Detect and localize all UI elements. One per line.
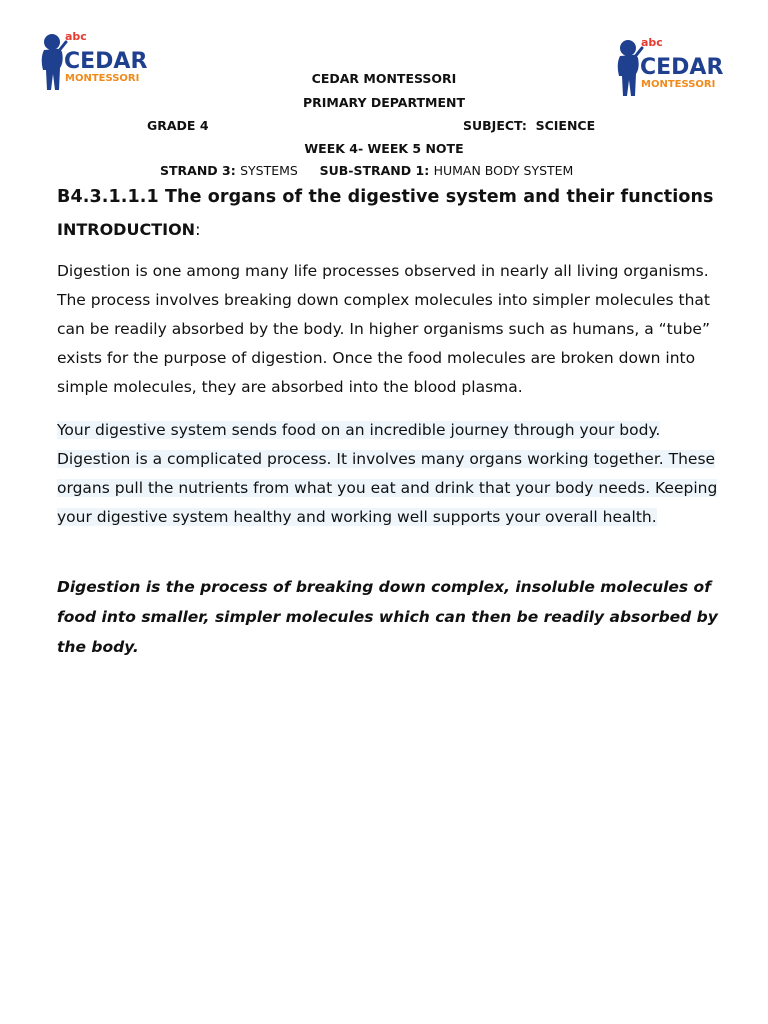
cedar-montessori-logo (38, 28, 148, 98)
subject-value: SCIENCE (535, 118, 596, 133)
grade-label: GRADE 4 (147, 118, 209, 133)
paragraph-digestive-system (57, 416, 727, 532)
week-note: WEEK 4- WEEK 5 NOTE (304, 141, 464, 156)
strand-label: STRAND 3: (160, 163, 236, 178)
school-logo-left (38, 28, 148, 98)
strand-line (160, 163, 573, 178)
introduction-colon: : (195, 220, 201, 239)
introduction-heading (57, 220, 200, 239)
svg-text:abc: abc (65, 30, 87, 43)
introduction-label: INTRODUCTION (57, 220, 196, 239)
strand-value: SYSTEMS (240, 163, 298, 178)
svg-text:abc: abc (641, 36, 663, 49)
svg-text:CEDAR: CEDAR (64, 49, 148, 74)
school-logo-right (614, 34, 724, 104)
svg-text:MONTESSORI: MONTESSORI (641, 79, 716, 90)
department-name: PRIMARY DEPARTMENT (302, 95, 466, 110)
svg-text:MONTESSORI: MONTESSORI (65, 73, 140, 84)
school-name: CEDAR MONTESSORI (311, 71, 457, 86)
svg-text:CEDAR: CEDAR (640, 55, 724, 80)
highlighted-text: Your digestive system sends food on an incredible journey through your body. Digestion is a complicated process. It involves many organs working together. These organs pull the nutrients from what you eat and drink that your body needs. Keeping your digestive system healthy and working well supports your overall health. (57, 421, 718, 526)
lesson-title: B4.3.1.1.1 The organs of the digestive system and their functions (57, 187, 714, 207)
paragraph-introduction: Digestion is one among many life processes observed in nearly all living organisms. The process involves breaking down complex molecules into simpler molecules that can be readily absorbed by the body. In higher organisms such as humans, a “tube” exists for the purpose of digestion. Once the food molecules are broken down into simple molecules, they are absorbed into the blood plasma. (57, 262, 710, 396)
subject-label: SUBJECT: (463, 118, 527, 133)
substrand-value: HUMAN BODY SYSTEM (433, 163, 574, 178)
cedar-montessori-logo (614, 34, 724, 104)
subject-line (463, 118, 595, 133)
substrand-label: SUB-STRAND 1: (319, 163, 430, 178)
digestion-definition: Digestion is the process of breaking down complex, insoluble molecules of food into smaller, simpler molecules which can then be readily absorbed by the body. (57, 578, 718, 656)
